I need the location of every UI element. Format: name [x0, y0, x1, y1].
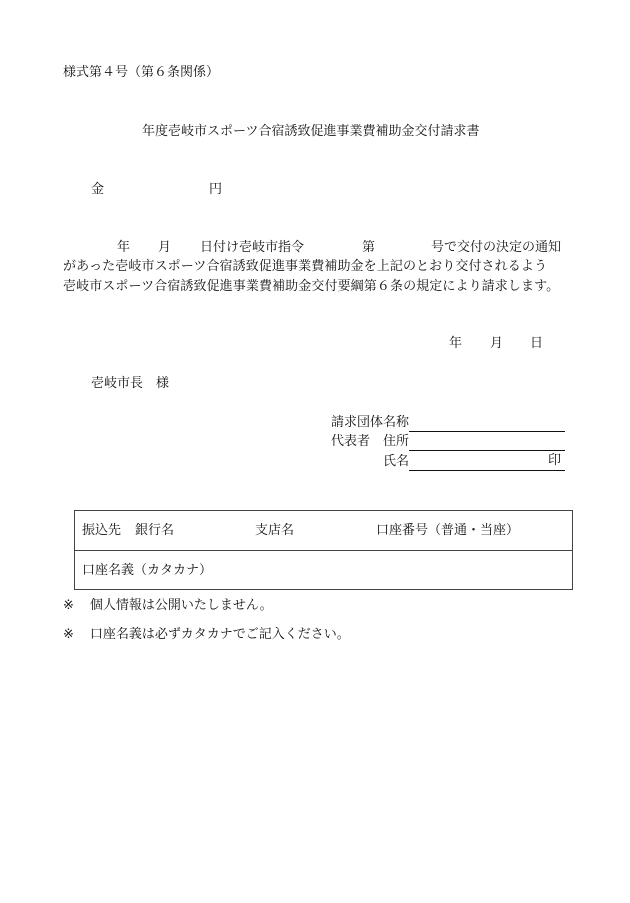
- note-1-mark: ※: [63, 598, 74, 613]
- body-year: 年: [117, 240, 131, 255]
- amount-kin-label: 金: [91, 182, 105, 197]
- document-title: 年度壱岐市スポーツ合宿誘致促進事業費補助金交付請求書: [142, 124, 480, 139]
- name-row: [383, 453, 565, 471]
- body-dai: 第: [362, 240, 376, 255]
- note-2: [63, 626, 350, 644]
- amount-yen-label: 円: [209, 182, 223, 197]
- name-field[interactable]: [409, 455, 565, 471]
- note-1: [63, 597, 273, 615]
- body-line2: があった壱岐市スポーツ合宿誘致促進事業費補助金を上記のとおり交付されるよう: [63, 259, 548, 274]
- note-2-text: 口座名義は必ずカタカナでご記入ください。: [89, 627, 350, 642]
- note-2-mark: ※: [63, 627, 74, 642]
- transfer-label: 振込先: [82, 523, 122, 538]
- org-name-row: [331, 414, 565, 432]
- body-line3: 壱岐市スポーツ合宿誘致促進事業費補助金交付要綱第６条の規定により請求します。: [63, 279, 560, 294]
- date-month: 月: [490, 336, 504, 351]
- branch-name-label[interactable]: 支店名: [255, 523, 295, 538]
- note-1-text: 個人情報は公開いたしません。: [89, 598, 273, 613]
- seal-mark: 印: [548, 453, 562, 468]
- addressee: 壱岐市長 様: [91, 376, 170, 391]
- bank-row: [75, 511, 572, 551]
- org-name-label: 請求団体名称: [331, 415, 410, 430]
- account-number-label[interactable]: 口座番号（普通・当座）: [376, 523, 520, 538]
- form-number: 様式第４号（第６条関係）: [63, 65, 220, 80]
- rep-label: 代表者: [331, 434, 371, 449]
- date-day: 日: [530, 336, 544, 351]
- date-year: 年: [449, 336, 463, 351]
- address-field[interactable]: [409, 435, 565, 451]
- address-label: 住所: [383, 434, 410, 449]
- body-month: 月: [158, 240, 172, 255]
- rep-address-row: [331, 433, 565, 451]
- body-dated: 日付け壱岐市指令: [200, 240, 305, 255]
- bank-transfer-table: [74, 510, 573, 590]
- account-holder-label[interactable]: 口座名義（カタカナ）: [82, 563, 213, 578]
- org-name-field[interactable]: [409, 416, 565, 432]
- bank-name-label[interactable]: 銀行名: [135, 523, 175, 538]
- body-line1-rest: 号で交付の決定の通知: [431, 240, 562, 255]
- name-label: 氏名: [383, 454, 410, 469]
